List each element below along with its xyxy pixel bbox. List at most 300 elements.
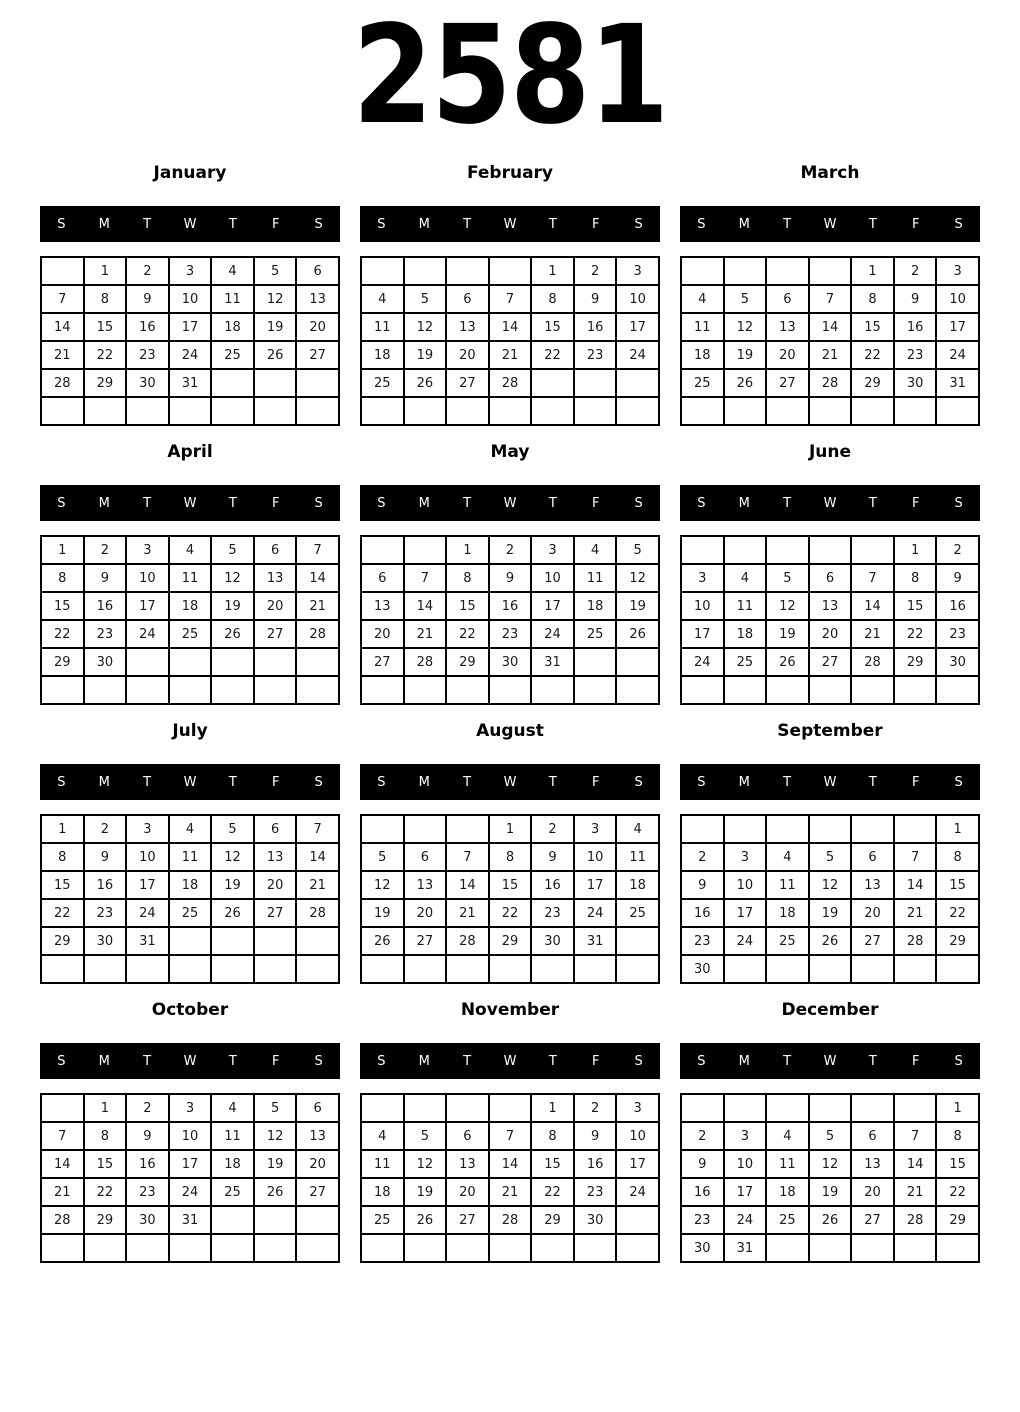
- date-cell: 5: [616, 536, 659, 564]
- date-cell: 4: [766, 1122, 809, 1150]
- date-cell: 26: [211, 620, 254, 648]
- date-cell: 7: [809, 285, 852, 313]
- date-cell: 29: [936, 927, 979, 955]
- date-cell: 9: [681, 1150, 724, 1178]
- date-cell: 23: [574, 1178, 617, 1206]
- empty-cell: [126, 648, 169, 676]
- weekday-label: F: [271, 1053, 280, 1069]
- weekday-header-row: [40, 206, 340, 242]
- date-cell: 8: [851, 285, 894, 313]
- empty-cell: [489, 1234, 532, 1262]
- empty-cell: [616, 648, 659, 676]
- empty-cell: [724, 815, 767, 843]
- date-cell: 22: [851, 341, 894, 369]
- weekday-label: T: [228, 774, 237, 790]
- date-cell: 18: [361, 1178, 404, 1206]
- week-row: [681, 955, 979, 983]
- weekday-label: T: [463, 216, 472, 232]
- week-row: [681, 620, 979, 648]
- date-cell: 6: [254, 536, 297, 564]
- date-cell: 15: [531, 1150, 574, 1178]
- date-cell: 16: [126, 1150, 169, 1178]
- date-cell: 11: [169, 564, 212, 592]
- week-row: [41, 1122, 339, 1150]
- month-march: [680, 162, 980, 426]
- date-cell: 15: [936, 871, 979, 899]
- date-cell: 1: [84, 257, 127, 285]
- date-cell: 12: [809, 1150, 852, 1178]
- date-cell: 17: [616, 1150, 659, 1178]
- date-cell: 26: [616, 620, 659, 648]
- date-cell: 30: [84, 648, 127, 676]
- date-cell: 7: [489, 1122, 532, 1150]
- date-cell: 26: [809, 927, 852, 955]
- weekday-header-row: [360, 764, 660, 800]
- empty-cell: [404, 397, 447, 425]
- weekday-label: S: [377, 774, 386, 790]
- date-cell: 15: [41, 592, 84, 620]
- date-cell: 13: [851, 1150, 894, 1178]
- weekday-label: F: [591, 216, 600, 232]
- month-january: [40, 162, 340, 426]
- date-cell: 16: [574, 313, 617, 341]
- weekday-label: M: [98, 774, 110, 790]
- date-cell: 31: [531, 648, 574, 676]
- date-cell: 24: [169, 1178, 212, 1206]
- week-row: [361, 843, 659, 871]
- date-cell: 27: [361, 648, 404, 676]
- empty-cell: [254, 955, 297, 983]
- date-cell: 20: [446, 341, 489, 369]
- date-cell: 9: [574, 285, 617, 313]
- weekday-header-row: [360, 485, 660, 521]
- date-cell: 4: [724, 564, 767, 592]
- date-cell: 8: [894, 564, 937, 592]
- weekday-label: F: [911, 495, 920, 511]
- date-cell: 12: [211, 564, 254, 592]
- date-cell: 15: [84, 313, 127, 341]
- empty-cell: [446, 955, 489, 983]
- empty-cell: [254, 369, 297, 397]
- date-cell: 2: [489, 536, 532, 564]
- week-row: [361, 1234, 659, 1262]
- weekday-label: S: [314, 216, 323, 232]
- date-cell: 5: [809, 1122, 852, 1150]
- date-cell: 4: [616, 815, 659, 843]
- empty-cell: [936, 1234, 979, 1262]
- weekday-label: S: [954, 495, 963, 511]
- week-row: [41, 899, 339, 927]
- weekday-header-row: [40, 485, 340, 521]
- empty-cell: [296, 648, 339, 676]
- date-cell: 31: [169, 1206, 212, 1234]
- date-cell: 4: [681, 285, 724, 313]
- date-cell: 30: [894, 369, 937, 397]
- date-cell: 11: [211, 285, 254, 313]
- date-cell: 19: [766, 620, 809, 648]
- date-cell: 13: [766, 313, 809, 341]
- date-cell: 19: [809, 899, 852, 927]
- empty-cell: [169, 648, 212, 676]
- week-row: [41, 397, 339, 425]
- date-cell: 28: [851, 648, 894, 676]
- date-cell: 19: [404, 1178, 447, 1206]
- empty-cell: [766, 536, 809, 564]
- date-cell: 28: [296, 899, 339, 927]
- week-row: [41, 1234, 339, 1262]
- date-cell: 21: [404, 620, 447, 648]
- empty-cell: [296, 927, 339, 955]
- date-cell: 3: [681, 564, 724, 592]
- empty-cell: [681, 676, 724, 704]
- empty-cell: [894, 1094, 937, 1122]
- empty-cell: [254, 1234, 297, 1262]
- weekday-label: S: [954, 216, 963, 232]
- date-cell: 18: [361, 341, 404, 369]
- empty-cell: [126, 676, 169, 704]
- week-row: [361, 592, 659, 620]
- date-cell: 25: [361, 1206, 404, 1234]
- empty-cell: [361, 955, 404, 983]
- date-cell: 9: [681, 871, 724, 899]
- date-cell: 29: [41, 648, 84, 676]
- empty-cell: [724, 257, 767, 285]
- weekday-label: M: [738, 774, 750, 790]
- empty-cell: [766, 815, 809, 843]
- weekday-label: T: [868, 1053, 877, 1069]
- date-cell: 12: [404, 313, 447, 341]
- weekday-label: T: [548, 495, 557, 511]
- date-cell: 28: [809, 369, 852, 397]
- date-cell: 9: [489, 564, 532, 592]
- month-title: September: [777, 721, 883, 741]
- empty-cell: [254, 676, 297, 704]
- date-cell: 11: [681, 313, 724, 341]
- weekday-label: T: [463, 774, 472, 790]
- empty-cell: [809, 536, 852, 564]
- date-cell: 7: [41, 1122, 84, 1150]
- date-cell: 7: [296, 815, 339, 843]
- date-cell: 30: [126, 1206, 169, 1234]
- empty-cell: [724, 536, 767, 564]
- week-row: [361, 927, 659, 955]
- date-cell: 26: [809, 1206, 852, 1234]
- date-cell: 3: [169, 1094, 212, 1122]
- empty-cell: [851, 397, 894, 425]
- month-april: [40, 441, 340, 705]
- date-cell: 1: [894, 536, 937, 564]
- week-row: [41, 257, 339, 285]
- weekday-header-row: [360, 1043, 660, 1079]
- week-row: [361, 676, 659, 704]
- empty-cell: [809, 257, 852, 285]
- empty-cell: [809, 397, 852, 425]
- date-grid: [360, 814, 660, 984]
- empty-cell: [404, 257, 447, 285]
- date-cell: 24: [169, 341, 212, 369]
- date-cell: 5: [254, 257, 297, 285]
- weekday-label: T: [463, 495, 472, 511]
- date-cell: 14: [404, 592, 447, 620]
- weekday-header-row: [40, 1043, 340, 1079]
- week-row: [681, 1178, 979, 1206]
- date-cell: 16: [126, 313, 169, 341]
- date-cell: 12: [766, 592, 809, 620]
- empty-cell: [851, 1094, 894, 1122]
- date-cell: 12: [724, 313, 767, 341]
- weekday-label: S: [314, 1053, 323, 1069]
- date-cell: 26: [361, 927, 404, 955]
- week-row: [361, 1150, 659, 1178]
- date-cell: 17: [936, 313, 979, 341]
- date-cell: 14: [489, 313, 532, 341]
- empty-cell: [254, 648, 297, 676]
- date-grid: [360, 256, 660, 426]
- empty-cell: [361, 815, 404, 843]
- date-cell: 5: [254, 1094, 297, 1122]
- date-cell: 8: [531, 285, 574, 313]
- date-grid: [360, 1093, 660, 1263]
- date-cell: 29: [84, 1206, 127, 1234]
- weekday-label: F: [911, 216, 920, 232]
- date-cell: 26: [404, 1206, 447, 1234]
- month-title: March: [800, 163, 860, 183]
- weekday-label: F: [911, 1053, 920, 1069]
- date-cell: 15: [936, 1150, 979, 1178]
- date-cell: 12: [616, 564, 659, 592]
- empty-cell: [616, 927, 659, 955]
- week-row: [41, 620, 339, 648]
- date-cell: 4: [361, 1122, 404, 1150]
- date-cell: 11: [766, 871, 809, 899]
- date-cell: 21: [489, 341, 532, 369]
- empty-cell: [296, 1206, 339, 1234]
- date-cell: 6: [404, 843, 447, 871]
- date-cell: 30: [531, 927, 574, 955]
- date-cell: 23: [126, 1178, 169, 1206]
- date-cell: 13: [851, 871, 894, 899]
- date-cell: 27: [254, 899, 297, 927]
- month-july: [40, 720, 340, 984]
- date-cell: 29: [489, 927, 532, 955]
- date-cell: 1: [446, 536, 489, 564]
- weekday-label: T: [868, 216, 877, 232]
- date-cell: 9: [574, 1122, 617, 1150]
- weekday-label: F: [271, 216, 280, 232]
- date-cell: 17: [681, 620, 724, 648]
- date-cell: 20: [404, 899, 447, 927]
- date-cell: 25: [616, 899, 659, 927]
- empty-cell: [446, 1094, 489, 1122]
- date-cell: 5: [361, 843, 404, 871]
- weekday-label: W: [503, 774, 517, 790]
- empty-cell: [851, 1234, 894, 1262]
- empty-cell: [766, 1234, 809, 1262]
- date-cell: 30: [681, 955, 724, 983]
- empty-cell: [361, 257, 404, 285]
- empty-cell: [126, 1234, 169, 1262]
- date-cell: 26: [766, 648, 809, 676]
- date-cell: 30: [489, 648, 532, 676]
- weekday-label: F: [271, 774, 280, 790]
- date-cell: 23: [681, 927, 724, 955]
- empty-cell: [446, 815, 489, 843]
- date-cell: 11: [169, 843, 212, 871]
- date-cell: 5: [211, 815, 254, 843]
- date-cell: 5: [724, 285, 767, 313]
- date-cell: 16: [681, 1178, 724, 1206]
- date-cell: 1: [531, 257, 574, 285]
- empty-cell: [851, 955, 894, 983]
- date-cell: 8: [41, 843, 84, 871]
- week-row: [361, 620, 659, 648]
- date-grid: [360, 535, 660, 705]
- weekday-label: W: [823, 216, 837, 232]
- date-cell: 29: [936, 1206, 979, 1234]
- empty-cell: [211, 369, 254, 397]
- month-title: August: [476, 721, 544, 741]
- date-cell: 1: [851, 257, 894, 285]
- weekday-label: M: [418, 774, 430, 790]
- date-cell: 23: [489, 620, 532, 648]
- weekday-label: S: [954, 774, 963, 790]
- weekday-header-row: [680, 206, 980, 242]
- date-cell: 6: [254, 815, 297, 843]
- date-cell: 9: [894, 285, 937, 313]
- date-cell: 30: [84, 927, 127, 955]
- weekday-label: T: [868, 495, 877, 511]
- week-row: [41, 1178, 339, 1206]
- date-cell: 8: [936, 1122, 979, 1150]
- week-row: [681, 1234, 979, 1262]
- date-cell: 8: [531, 1122, 574, 1150]
- week-row: [41, 1150, 339, 1178]
- empty-cell: [169, 955, 212, 983]
- empty-cell: [361, 536, 404, 564]
- date-cell: 9: [531, 843, 574, 871]
- date-cell: 14: [894, 1150, 937, 1178]
- date-cell: 3: [126, 815, 169, 843]
- weekday-label: W: [183, 495, 197, 511]
- month-december: [680, 999, 980, 1263]
- date-cell: 16: [894, 313, 937, 341]
- date-cell: 21: [894, 899, 937, 927]
- date-cell: 28: [894, 1206, 937, 1234]
- weekday-label: S: [57, 495, 66, 511]
- weekday-label: M: [418, 495, 430, 511]
- date-cell: 9: [84, 843, 127, 871]
- date-cell: 4: [211, 257, 254, 285]
- week-row: [41, 871, 339, 899]
- week-row: [361, 1206, 659, 1234]
- date-grid: [680, 1093, 980, 1263]
- weekday-label: F: [591, 1053, 600, 1069]
- weekday-label: M: [738, 216, 750, 232]
- date-cell: 20: [254, 871, 297, 899]
- date-cell: 17: [616, 313, 659, 341]
- date-cell: 24: [936, 341, 979, 369]
- empty-cell: [574, 676, 617, 704]
- date-cell: 31: [936, 369, 979, 397]
- date-cell: 11: [574, 564, 617, 592]
- empty-cell: [894, 397, 937, 425]
- empty-cell: [41, 397, 84, 425]
- date-cell: 27: [809, 648, 852, 676]
- week-row: [361, 257, 659, 285]
- date-cell: 8: [41, 564, 84, 592]
- weekday-label: S: [57, 216, 66, 232]
- date-cell: 16: [531, 871, 574, 899]
- weekday-label: F: [591, 495, 600, 511]
- date-cell: 7: [41, 285, 84, 313]
- empty-cell: [446, 1234, 489, 1262]
- date-cell: 1: [84, 1094, 127, 1122]
- week-row: [361, 1122, 659, 1150]
- week-row: [681, 257, 979, 285]
- empty-cell: [574, 397, 617, 425]
- empty-cell: [616, 369, 659, 397]
- empty-cell: [169, 676, 212, 704]
- empty-cell: [724, 955, 767, 983]
- date-cell: 24: [531, 620, 574, 648]
- date-cell: 14: [296, 843, 339, 871]
- date-cell: 12: [254, 285, 297, 313]
- empty-cell: [766, 257, 809, 285]
- weekday-label: M: [418, 216, 430, 232]
- weekday-label: T: [143, 216, 152, 232]
- date-cell: 10: [616, 285, 659, 313]
- date-cell: 2: [574, 1094, 617, 1122]
- date-cell: 26: [724, 369, 767, 397]
- date-cell: 1: [936, 1094, 979, 1122]
- date-cell: 19: [211, 592, 254, 620]
- months-grid: [40, 162, 980, 1263]
- year-title: 2581: [352, 0, 668, 155]
- date-cell: 29: [851, 369, 894, 397]
- empty-cell: [766, 1094, 809, 1122]
- week-row: [41, 536, 339, 564]
- date-cell: 25: [724, 648, 767, 676]
- date-cell: 25: [361, 369, 404, 397]
- month-title: December: [781, 1000, 879, 1020]
- month-august: [360, 720, 660, 984]
- date-cell: 22: [894, 620, 937, 648]
- week-row: [361, 313, 659, 341]
- month-february: [360, 162, 660, 426]
- weekday-label: M: [98, 495, 110, 511]
- empty-cell: [211, 927, 254, 955]
- date-cell: 17: [169, 1150, 212, 1178]
- date-cell: 13: [254, 564, 297, 592]
- date-cell: 30: [574, 1206, 617, 1234]
- date-cell: 15: [894, 592, 937, 620]
- date-cell: 7: [851, 564, 894, 592]
- empty-cell: [361, 1234, 404, 1262]
- weekday-label: S: [697, 1053, 706, 1069]
- date-cell: 31: [169, 369, 212, 397]
- empty-cell: [574, 955, 617, 983]
- month-october: [40, 999, 340, 1263]
- date-cell: 25: [574, 620, 617, 648]
- empty-cell: [616, 397, 659, 425]
- weekday-label: S: [377, 1053, 386, 1069]
- date-cell: 12: [254, 1122, 297, 1150]
- empty-cell: [851, 815, 894, 843]
- date-cell: 19: [254, 1150, 297, 1178]
- date-cell: 22: [41, 620, 84, 648]
- date-cell: 11: [211, 1122, 254, 1150]
- empty-cell: [531, 369, 574, 397]
